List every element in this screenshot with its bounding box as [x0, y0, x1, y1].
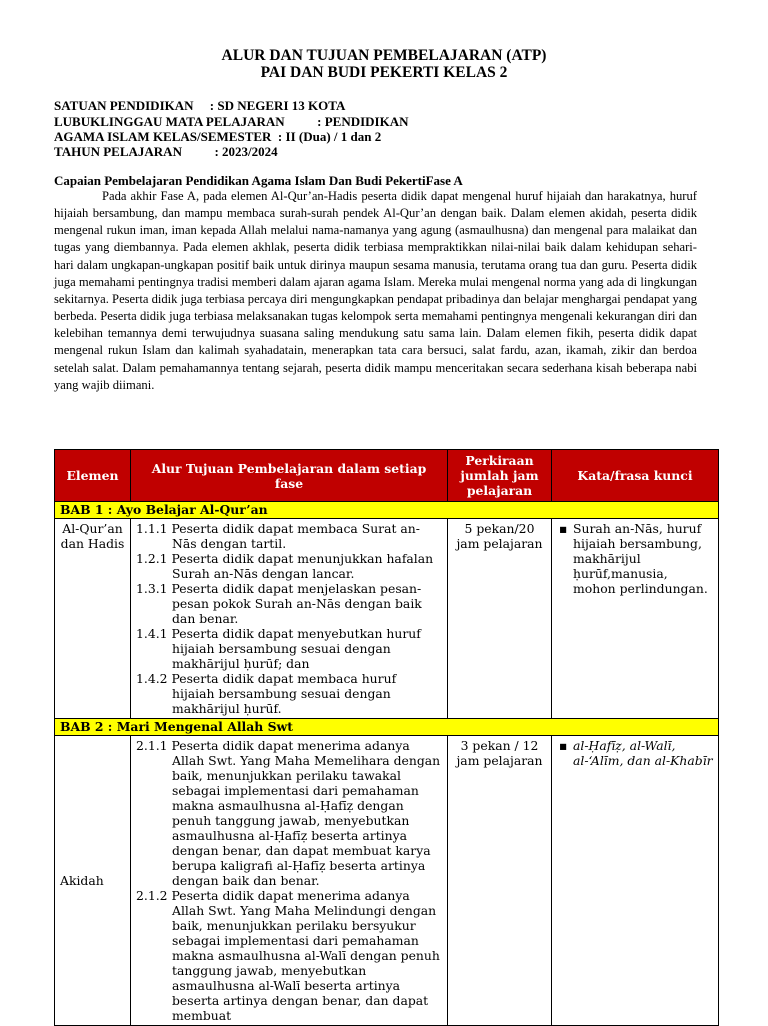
bab1-elemen: Al-Qur’an dan Hadis — [55, 519, 131, 719]
header-perkiraan: Perkiraan jumlah jam pelajaran — [448, 450, 552, 502]
bab2-kata-cell — [552, 736, 719, 1026]
list-item: 2.1.2 Peserta didik dapat menerima adanya Allah Swt. Yang Maha Melindungi dengan baik, menunjukkan perilaku bersyukur sebagai implementasi dari pemahaman makna asmaulhusna al-Walī dengan penuh tanggung jawab, menyebutkan asmaulhusna al-Walī beserta artinya beserta artinya dengan benar, dan dapat membuat — [136, 888, 440, 1023]
header-elemen: Elemen — [55, 450, 131, 502]
list-item: 1.4.2 Peserta didik dapat membaca huruf hijaiah bersambung sesuai dengan makhārijul ḥurūf. — [136, 671, 397, 716]
bab2-items — [131, 736, 448, 1026]
doc-title-line2: PAI DAN BUDI PEKERTI KELAS 2 — [260, 64, 508, 81]
list-item: 1.4.1 Peserta didik dapat menyebutkan huruf hijaiah bersambung sesuai dengan makhārijul ḥurūf; dan — [136, 626, 421, 671]
doc-title-line1: ALUR DAN TUJUAN PEMBELAJARAN (ATP) — [221, 47, 547, 64]
header-alur: Alur Tujuan Pembelajaran dalam setiap fase — [131, 450, 448, 502]
table-row — [55, 736, 719, 1026]
list-item: 1.1.1 Peserta didik dapat membaca Surat an-Nās dengan tartil. — [136, 521, 420, 551]
bab2-elemen: Akidah — [55, 736, 131, 1026]
list-item: 1.3.1 Peserta didik dapat menjelaskan pesan-pesan pokok Surah an-Nās dengan baik dan benar. — [136, 581, 422, 626]
cp-body: Pada akhir Fase A, pada elemen Al-Qur’an-Hadis peserta didik dapat mengenal huruf hijaiah dan harakatnya, huruf hijaiah bersambung, dan mampu membaca surah-surah pendek Al-Qur’an dengan baik. Dalam elemen akidah, peserta didik mengenal rukun iman, iman kepada Allah melalui nama-namanya yang agung (asmaulhusna) dan mengenal para malaikat dan tugas yang diembannya. Pada elemen akhlak, peserta didik terbiasa mempraktikkan nilai-nilai baik dalam kehidupan sehari-hari dalam ungkapan-ungkapan positif baik untuk dirinya maupun sesama manusia, terutama orang tua dan guru. Peserta didik juga memahami pentingnya tradisi memberi dalam ajaran agama Islam. Mereka mulai mengenal norma yang ada di lingkungan sekitarnya. Peserta didik juga terbiasa percaya diri mengungkapkan pendapat pribadinya dan belajar menghargai pendapat yang berbeda. Peserta didik juga terbiasa melaksanakan tugas kelompok serta memahami pentingnya mengenali kekurangan diri dan kelebihan temannya demi terwujudnya suasana saling mendukung satu sama lain. Dalam elemen fikih, peserta didik dapat mengenal rukun Islam dan kalimah syahadatain, menerapkan tata cara bersuci, salat fardu, azan, ikamah, zikir dan berdoa setelah salat. Dalam pemahamannya tentang sejarah, peserta didik mampu menceritakan secara sederhana kisah beberapa nabi yang wajib diimani. — [54, 189, 697, 392]
bab1-kata: ▪ Surah an-Nās, huruf hijaiah bersambung, makhārijul ḥurūf,manusia, mohon perlindungan. — [557, 521, 713, 596]
table-header-row — [55, 450, 719, 502]
bab2-jam: 3 pekan / 12 jam pelajaran — [448, 736, 552, 1026]
bab1-kata-cell — [552, 519, 719, 719]
bab2-title: BAB 2 : Mari Mengenal Allah Swt — [55, 719, 719, 736]
info-line3: AGAMA ISLAM KELAS/SEMESTER : II (Dua) / 1 dan 2 — [54, 129, 382, 144]
cp-heading: Capaian Pembelajaran Pendidikan Agama Islam Dan Budi PekertiFase A — [54, 173, 463, 188]
info-line1: SATUAN PENDIDIKAN : SD NEGERI 13 KOTA — [54, 98, 346, 113]
bab1-row — [55, 502, 719, 519]
header-kata: Kata/frasa kunci — [552, 450, 719, 502]
list-item: 1.2.1 Peserta didik dapat menunjukkan hafalan Surah an-Nās dengan lancar. — [136, 551, 434, 581]
bab2-row — [55, 719, 719, 736]
bab2-kata: ▪ al-Ḥafīẓ, al-Walī, al-‘Alīm, dan al-Khabīr — [557, 738, 713, 768]
bab1-title: BAB 1 : Ayo Belajar Al-Qur’an — [55, 502, 719, 519]
info-line4: TAHUN PELAJARAN : 2023/2024 — [54, 144, 278, 159]
table-row — [55, 519, 719, 719]
bab1-items — [131, 519, 448, 719]
bab1-jam: 5 pekan/20 jam pelajaran — [448, 519, 552, 719]
atp-table — [54, 449, 719, 1026]
list-item: 2.1.1 Peserta didik dapat menerima adanya Allah Swt. Yang Maha Memelihara dengan baik, menunjukkan perilaku tawakal sebagai implementasi dari pemahaman makna asmaulhusna al-Ḥafīẓ dengan penuh tanggung jawab, menyebutkan asmaulhusna al-Ḥafīẓ beserta artinya dengan benar, dan dapat membuat karya berupa kaligrafi al-Ḥafīẓ beserta artinya dengan baik dan benar. — [136, 738, 441, 888]
info-line2: LUBUKLINGGAU MATA PELAJARAN : PENDIDIKAN — [54, 114, 409, 129]
